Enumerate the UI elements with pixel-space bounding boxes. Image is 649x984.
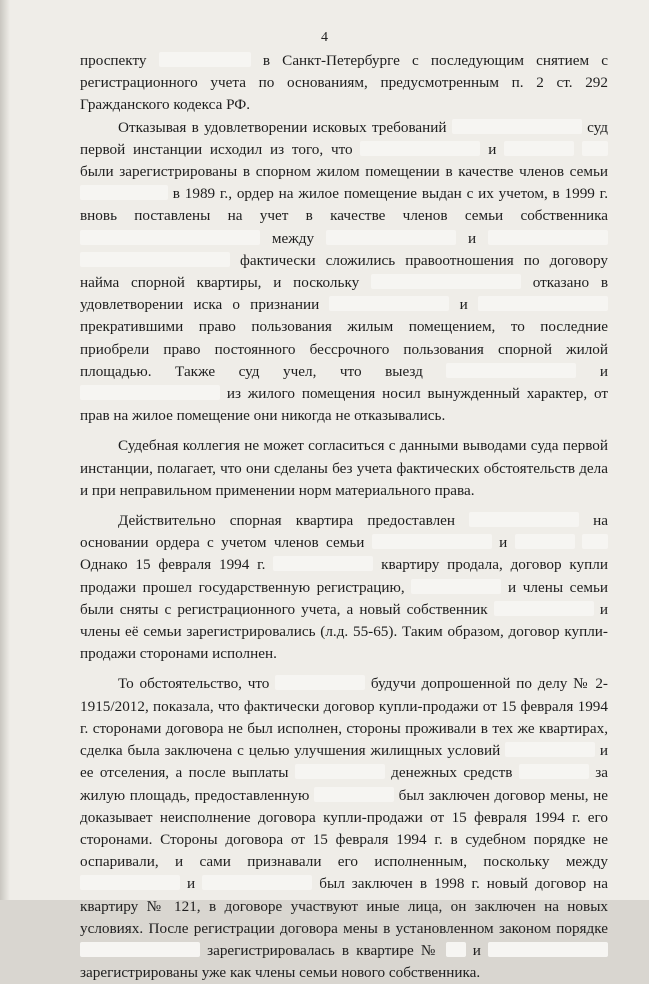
paragraph-3 [80, 435, 608, 502]
text-segment: на основании ордера с учетом членов семьи [80, 512, 608, 552]
redacted-block [371, 274, 521, 289]
redacted-block [326, 230, 456, 245]
redacted-block [519, 764, 589, 779]
redacted-block [314, 787, 394, 802]
text-segment: был заключен в 1998 г. новый договор на квартиру № 121, в договоре участвуют иные лица, он заключен на новых условиях. После регистрации договора мены в установленном законом порядке [80, 875, 608, 937]
redacted-block [329, 296, 449, 311]
redacted-block [275, 675, 365, 690]
text-segment: и [576, 362, 608, 380]
text-segment: в 1989 г., ордер на жилое помещение выдан с их учетом, в 1999 г. вновь поставлены на учет в качестве членов семьи собственника [80, 185, 608, 225]
redacted-block [505, 742, 595, 757]
text-segment: отказано в удовлетворении иска о признании [80, 274, 608, 314]
scan-shadow [0, 0, 10, 900]
redacted-block [295, 764, 385, 779]
text-segment: был заключен договор мены, не доказывает неисполнение договора купли-продажи от 15 февраля 1994 г. его сторонами. Стороны договора от 15 февраля 1994 г. в судебном порядке не оспаривали, и сами признавали его исполненным, поскольку между [80, 786, 608, 871]
text-segment [574, 141, 582, 158]
text-segment: и члены семьи были сняты с регистрационного учета, а новый собственник [80, 578, 609, 618]
redacted-block [202, 875, 312, 890]
redacted-block [488, 230, 608, 245]
redacted-block [80, 875, 180, 890]
text-segment: и члены её семьи зарегистрировались (л.д. 55-65). Таким образом, договор купли-продажи сторонами исполнен. [80, 600, 608, 663]
redacted-block [446, 363, 576, 378]
text-segment: прекратившими право пользования жилым помещением, то последние приобрели право постоянного бессрочного пользования спорной жилой площадью. Также суд учел, что выезд [80, 318, 608, 380]
redacted-block [80, 385, 220, 400]
redacted-block [494, 601, 594, 616]
text-segment: Судебная коллегия не может согласиться с данными выводами суда первой инстанции, полагает, что они сделаны без учета фактических обстоятельств дела и при неправильном применении норм материального права. [80, 437, 608, 499]
redacted-block [469, 512, 579, 527]
redacted-block [80, 252, 230, 267]
paragraph-2 [80, 117, 608, 428]
redacted-block [452, 119, 582, 134]
text-segment: за жилую площадь, предоставленную [80, 764, 608, 804]
text-segment: Отказывая в удовлетворении исковых требований [118, 118, 452, 136]
text-segment: и ее отселения, а после выплаты [80, 742, 608, 782]
text-segment: и [180, 875, 203, 893]
text-segment: зарегистрированы уже как члены семьи нового собственника. [80, 964, 481, 982]
paragraph-1 [80, 50, 608, 117]
redacted-block [582, 534, 608, 549]
text-segment: проспекту [80, 52, 159, 69]
text-segment: денежных средств [384, 764, 519, 782]
text-segment: квартиру продала, договор купли продажи прошел государственную регистрацию, [80, 556, 608, 596]
redacted-block [273, 556, 373, 571]
text-segment: будучи допрошенной по делу № 2-1915/2012, показала, что фактически договор купли-продажи от 15 февраля 1994 г. сторонами договора не был исполнен, стороны проживали в тех же квартирах, сделка была заключена с целью улучшения жилищных условий [80, 675, 608, 760]
redacted-block [80, 185, 168, 200]
text-segment: фактически сложились правоотношения по договору найма спорной квартиры, и поскольку [80, 251, 608, 292]
text-segment: были зарегистрированы в спорном жилом помещении в качестве членов семьи [80, 163, 608, 181]
redacted-block [159, 52, 251, 67]
text-segment: и [456, 229, 488, 247]
text-segment: и [480, 140, 505, 158]
paragraph-5 [80, 673, 608, 984]
page-number: 4 [321, 30, 328, 45]
text-segment: Действительно спорная квартира предоставлен [118, 512, 470, 530]
redacted-block [504, 141, 574, 156]
paragraph-4 [80, 510, 608, 665]
text-segment: между [260, 229, 327, 247]
text-segment: из жилого помещения носил вынужденный характер, от прав на жилое помещение они никогда не отказывались. [80, 385, 608, 425]
redacted-block [411, 579, 501, 594]
text-segment: Однако 15 февраля 1994 г. [80, 556, 274, 574]
text-segment: и [465, 941, 488, 959]
redacted-block [488, 942, 608, 957]
redacted-block [446, 942, 466, 957]
redacted-block [80, 942, 200, 957]
redacted-block [372, 534, 492, 549]
text-segment: То обстоятельство, что [118, 675, 276, 693]
redacted-block [80, 230, 260, 245]
text-segment [575, 534, 582, 551]
text-segment: и [449, 296, 478, 314]
text-segment: зарегистрировалась в квартире № [200, 941, 446, 959]
text-segment: в Санкт-Петербурге с последующим снятием с регистрационного учета по основаниям, предусмотренным п. 2 ст. 292 Гражданского кодекса РФ. [80, 52, 609, 114]
redacted-block [360, 141, 480, 156]
text-segment: суд первой инстанции исходил из того, что [80, 118, 608, 158]
redacted-block [478, 296, 608, 311]
text-segment: и [491, 534, 515, 552]
redacted-block [582, 141, 608, 156]
redacted-block [515, 534, 575, 549]
document-body [80, 50, 608, 984]
